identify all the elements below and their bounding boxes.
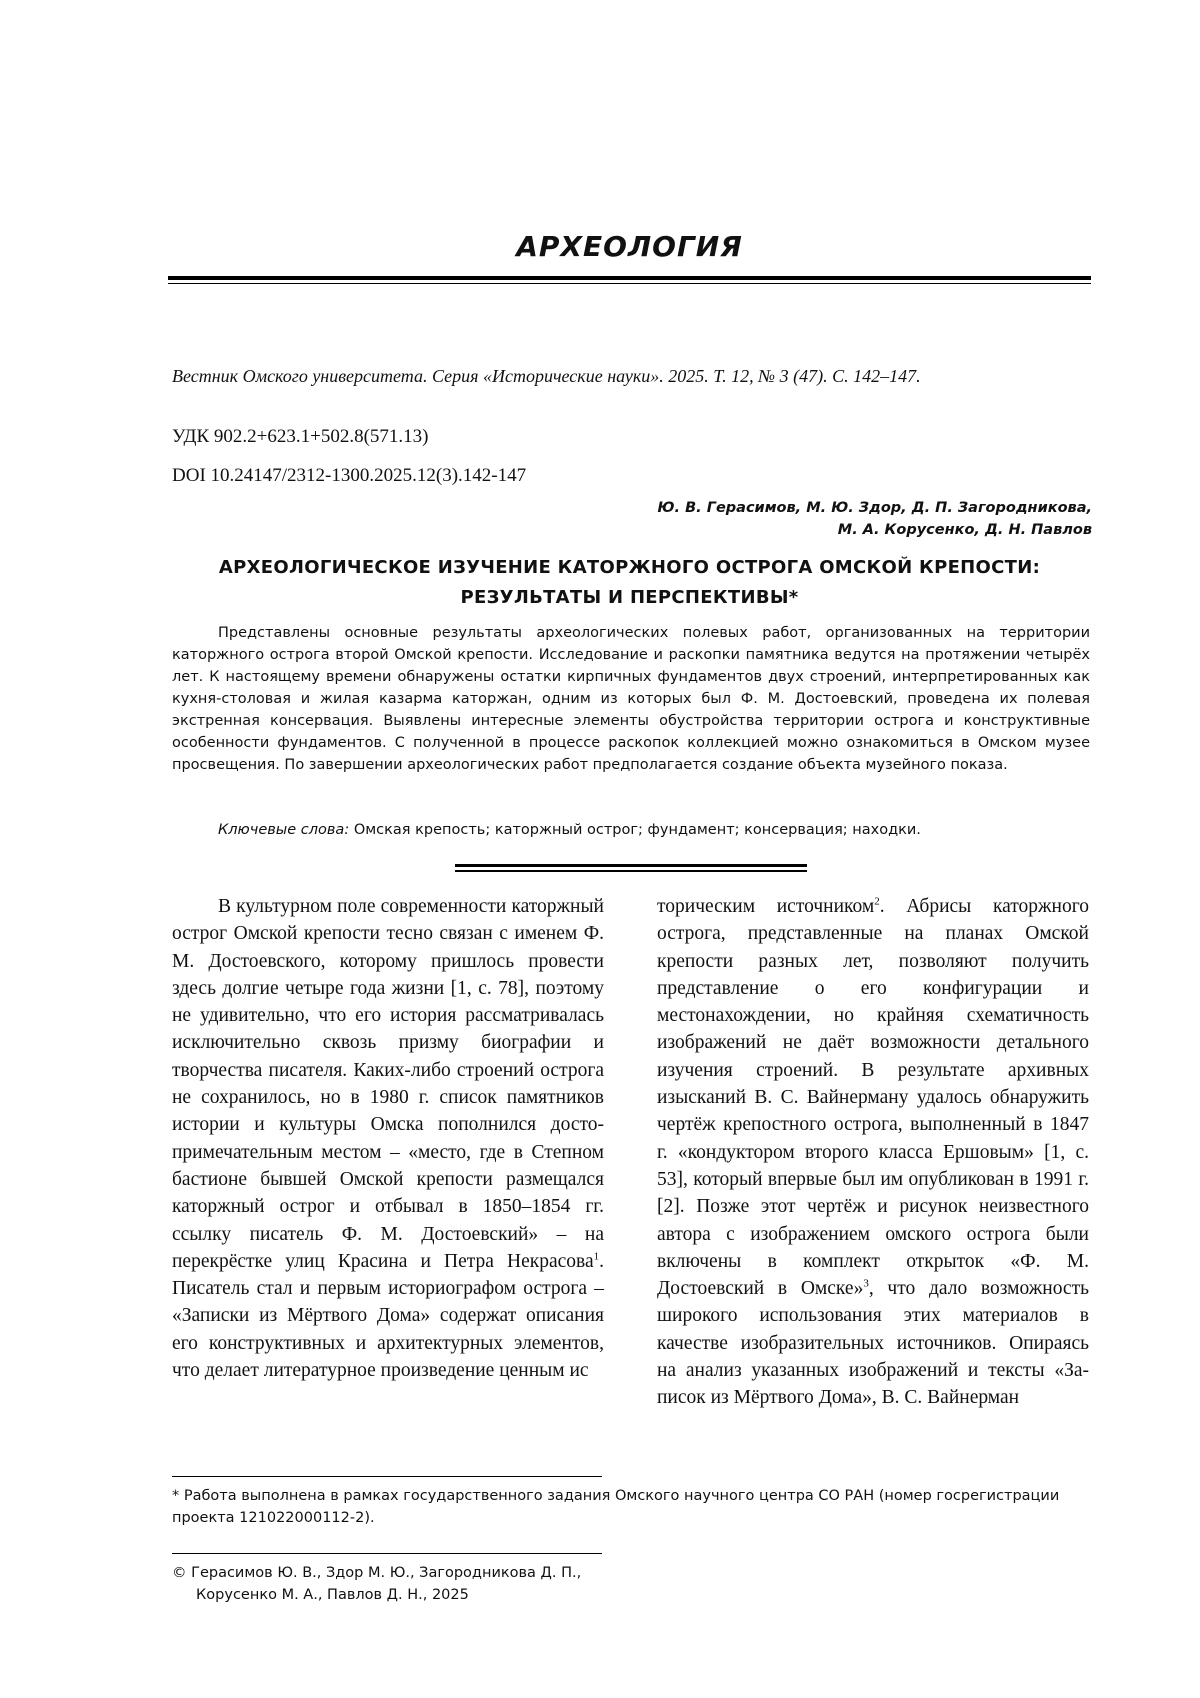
section-heading: АРХЕОЛОГИЯ xyxy=(516,230,743,263)
doi-code: DOI 10.24147/2312-1300.2025.12(3).142-147 xyxy=(172,465,527,486)
footnote-ref-2: 2 xyxy=(874,895,880,908)
article-title-line-2: РЕЗУЛЬТАТЫ И ПЕРСПЕКТИВЫ* xyxy=(460,587,799,608)
funding-footnote: * Работа выполнена в рамках государственного задания Омского научного центра СО РАН (номер госрегистрации проекта 121022000112-2). xyxy=(172,1488,1060,1526)
copyright-notice xyxy=(172,1562,872,1606)
abstract-divider-thick xyxy=(455,864,807,867)
footnote-ref-3: 3 xyxy=(863,1277,869,1290)
footnote-ref-1: 1 xyxy=(593,1250,600,1263)
authors-line-1: Ю. В. Герасимов, М. Ю. Здор, Д. П. Загородникова, xyxy=(657,500,1092,516)
udk-code: УДК 902.2+623.1+502.8(571.13) xyxy=(172,426,429,447)
article-title-line-1: АРХЕОЛОГИЧЕСКОЕ ИЗУЧЕНИЕ КАТОРЖНОГО ОСТРОГА ОМСКОЙ КРЕПОСТИ: xyxy=(218,557,1041,578)
section-rule-thick xyxy=(168,276,1091,280)
body-right-text-3: , что дало возможность широкого использования этих материалов в качестве изобразительных источников. Опираясь на анализ указанных изображений и тексты «Записок из Мёртвого Дома», В. С. Вайнерман xyxy=(657,1278,1089,1409)
body-right-text-1: торическим источником xyxy=(657,896,875,917)
body-left-text-1: В культурном поле современности каторжный острог Омской крепости тесно связан с именем Ф. М. Достоевского, которому пришлось провести здесь долгие четыре года жизни [1, с. 78], поэтому не удивительно, что его история рассматривалась исключительно сквозь призму биографии и творчества писателя. Каких-либо строений острога не сохранилось, но в 1980 г. список памятников истории и культуры Омска пополнился достопримечательным местом – «место, где в Степном бастионе бывшей Омской крепости размещался каторжный острог и отбывал в 1850–1854 гг. ссылку писатель Ф. М. Достоевский» – на перекрёстке улиц Красина и Петра Некрасова xyxy=(172,896,604,1272)
body-left-text-2: . Писатель стал и первым историографом острога – «Записки из Мёртвого Дома» содержат описания его конструктивных и архитектурных элементов, что делает литературное произведение ценным ис xyxy=(172,1250,604,1382)
body-column-right xyxy=(657,893,1089,1412)
copyright-rule xyxy=(172,1553,602,1554)
section-rule-thin xyxy=(168,283,1091,284)
keywords-text: Омская крепость; каторжный острог; фундамент; консервация; находки. xyxy=(349,822,921,838)
author-list xyxy=(392,497,1092,541)
copyright-line-2: Корусенко М. А., Павлов Д. Н., 2025 xyxy=(196,1587,469,1603)
authors-line-2: М. А. Корусенко, Д. Н. Павлов xyxy=(837,522,1092,538)
body-right-text-2: . Абрисы каторжного острога, представленные на планах Омской крепости разных лет, позволяют получить представление о его конфигурации и местонахождении, но крайняя схематичность изображений не даёт возможности детального изучения строений. В результате архивных изысканий В. С. Вайнерману удалось обнаружить чертёж крепостного острога, выполненный в 1847 г. «кондуктором второго класса Ершовым» [1, с. 53], который впервые был им опубликован в 1991 г. [2]. Позже этот чертёж и рисунок неизвестного автора с изображением омского острога были включены в комплект открыток «Ф. М. Достоевский в Омске» xyxy=(657,896,1089,1300)
keywords xyxy=(172,819,1090,841)
footnote-rule xyxy=(172,1476,602,1477)
abstract: Представлены основные результаты археологических полевых работ, организованных на территории каторжного острога второй Омской крепости. Исследование и раскопки памятника ведутся на протяжении четырёх лет. К настоящему времени обнаружены остатки кирпичных фундаментов двух строений, интерпретированных как кухня-столовая и жилая казарма каторжан, одним из которых был Ф. М. Достоевский, проведена их полевая экстренная консервация. Выявлены интересные элементы обустройства территории острога и конструктивные особенности фундаментов. С полученной в процессе раскопок коллекцией можно ознакомиться в Омском музее просвещения. По завершении археологических работ предполагается создание объекта музейного показа. xyxy=(172,625,1090,773)
journal-citation: Вестник Омского университета. Серия «Исторические науки». 2025. Т. 12, № 3 (47). С. 142–147. xyxy=(172,366,921,386)
copyright-line-1: © Герасимов Ю. В., Здор М. Ю., Загородникова Д. П., xyxy=(172,1565,582,1581)
body-column-left xyxy=(172,893,604,1384)
article-title xyxy=(168,553,1091,613)
keywords-label: Ключевые слова: xyxy=(218,822,350,838)
abstract-divider-thin xyxy=(455,870,807,872)
